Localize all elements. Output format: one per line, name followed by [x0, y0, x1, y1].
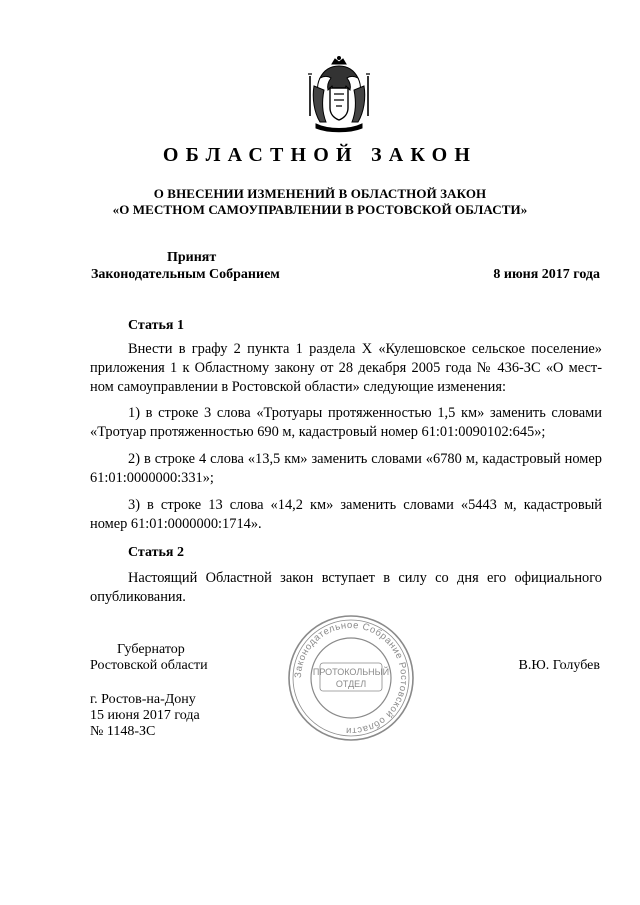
subtitle-line-2: «О МЕСТНОМ САМОУПРАВЛЕНИИ В РОСТОВСКОЙ ОБЛАСТИ» [112, 202, 528, 217]
adopted-by: Законодательным Собранием [91, 267, 280, 282]
article-2-heading: Статья 2 [128, 545, 184, 560]
footer-place: г. Ростов-на-Дону [90, 692, 196, 707]
adopted-date: 8 июня 2017 года [493, 267, 600, 282]
article-1-item-3: 3) в строке 13 слова «14,2 км» заменить словами «5443 м, кадастровый номер 61:01:0000000:1714». [90, 497, 602, 532]
article-2-text: Настоящий Областной закон вступает в силу со дня его официального опубликования. [90, 570, 602, 605]
footer-date: 15 июня 2017 года [90, 708, 200, 723]
stamp-ring-text: Законодательное Собрание Ростовской области [292, 619, 410, 737]
stamp-center-line-1: ПРОТОКОЛЬНЫЙ [312, 667, 390, 677]
article-1-item-2: 2) в строке 4 слова «13,5 км» заменить словами «6780 м, кадастровый номер 61:01:0000000:331»; [90, 451, 602, 486]
signature-name: В.Ю. Голубев [518, 658, 600, 673]
official-stamp [286, 613, 416, 743]
coat-of-arms-icon [306, 56, 372, 134]
document-title: ОБЛАСТНОЙ ЗАКОН [162, 144, 478, 166]
footer-number: № 1148-ЗС [90, 724, 156, 739]
subtitle-line-1: О ВНЕСЕНИИ ИЗМЕНЕНИЙ В ОБЛАСТНОЙ ЗАКОН [153, 186, 487, 201]
article-1-heading: Статья 1 [128, 318, 184, 333]
stamp-center-line-2: ОТДЕЛ [335, 679, 367, 689]
adopted-label: Принят [167, 250, 217, 265]
signature-role-line-2: Ростовской области [90, 658, 208, 673]
signature-role-line-1: Губернатор [117, 642, 185, 657]
article-1-intro: Внести в графу 2 пункта 1 раздела X «Кулешовское сельское поселение» приложения 1 к Областному закону от 28 декабря 2005 года № 436-ЗС «О мест-ном самоуправлении в Ростовской области» следующие изменения: [90, 341, 602, 395]
article-1-item-1: 1) в строке 3 слова «Тротуары протяженностью 1,5 км» заменить словами «Тротуар протяженностью 690 м, кадастровый номер 61:01:0090102:645»; [90, 405, 602, 440]
